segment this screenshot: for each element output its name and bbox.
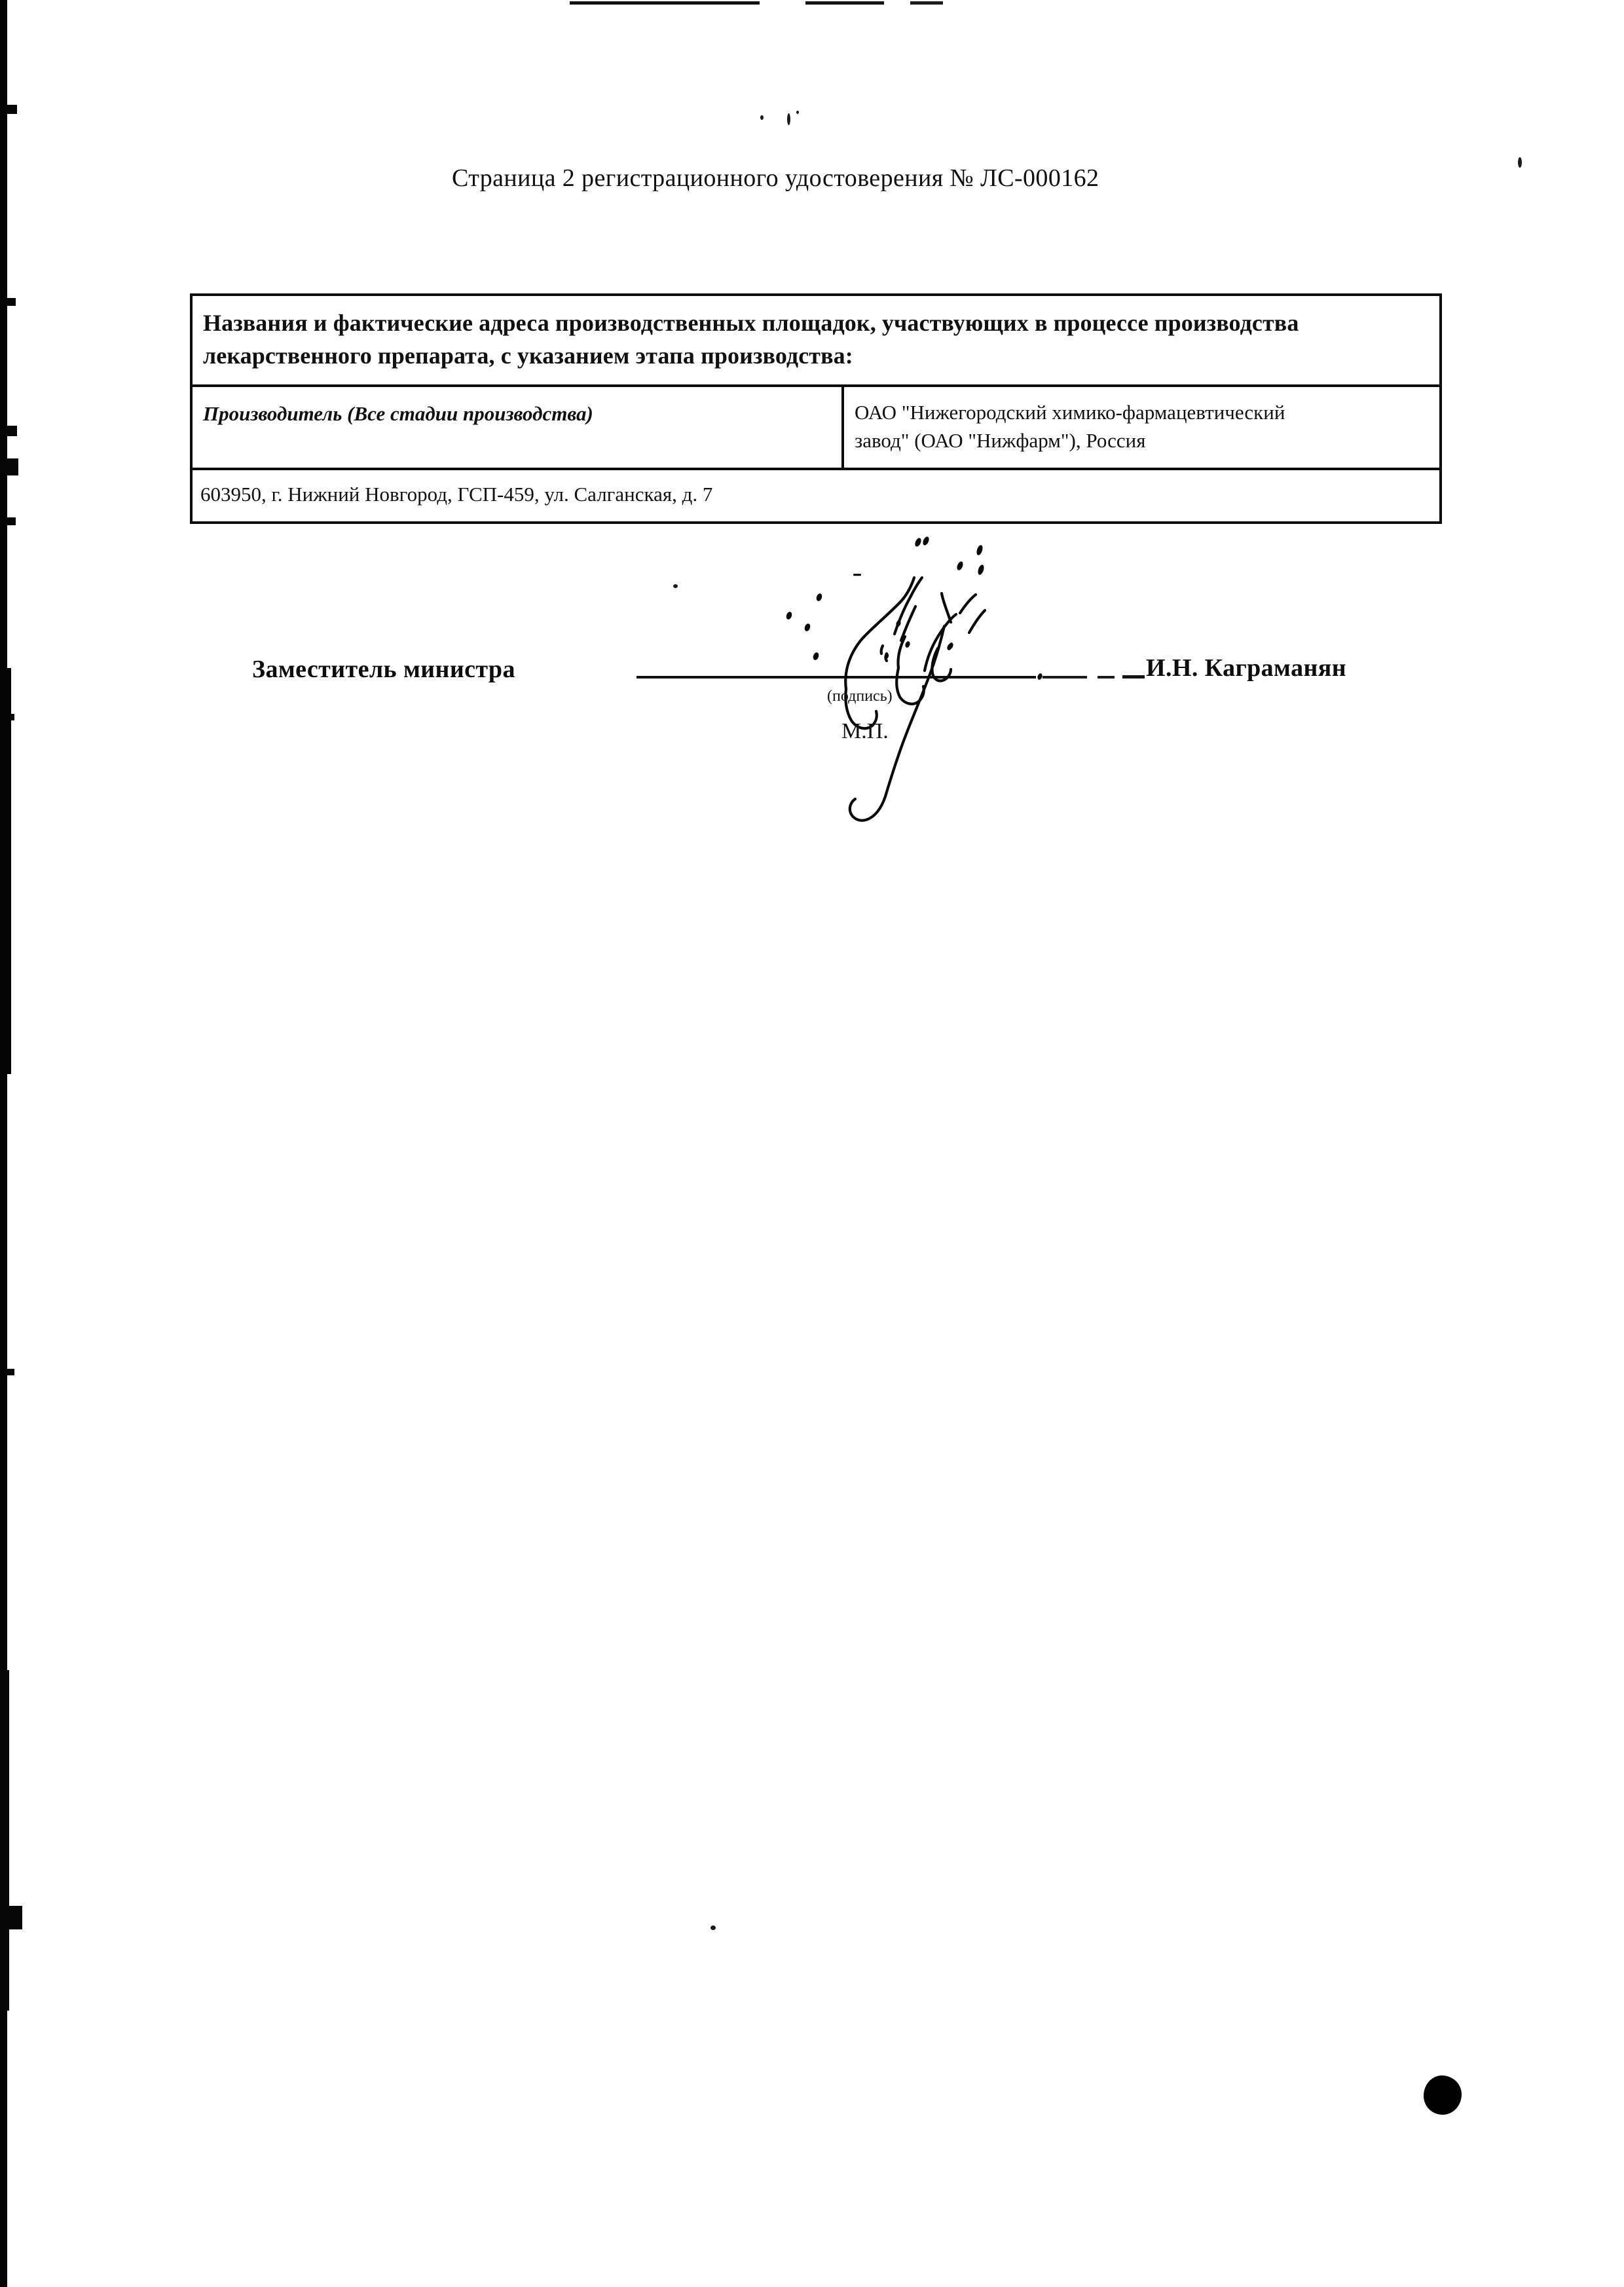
production-sites-table (190, 293, 1442, 524)
manufacturer-address-cell: 603950, г. Нижний Новгород, ГСП-459, ул. Салганская, д. 7 (200, 483, 713, 506)
scan-nick (0, 426, 17, 436)
scan-edge-artifact-top (570, 1, 760, 5)
scan-nick (0, 714, 14, 720)
scan-nick (0, 298, 16, 306)
manufacturer-name-cell (844, 387, 1439, 468)
scan-speck (673, 584, 678, 588)
manufacturer-role-cell: Производитель (Все стадии производства) (193, 387, 844, 468)
scan-speck (796, 111, 799, 114)
scan-edge-artifact-top-2 (805, 1, 884, 5)
signer-position-label: Заместитель министра (252, 656, 515, 683)
manufacturer-name-line-2: завод" (ОАО "Нижфарм"), Россия (855, 428, 1146, 452)
scan-nick (0, 1369, 14, 1375)
scan-nick (0, 1906, 22, 1929)
page-title: Страница 2 регистрационного удостоверения № ЛС-000162 (452, 164, 1099, 192)
table-address-row (193, 470, 1439, 521)
signature-line (637, 676, 1036, 679)
scan-edge-artifact-top-dots (910, 1, 943, 5)
signer-name: И.Н. Каграманян (1146, 654, 1347, 682)
scan-nick (0, 517, 16, 525)
stamp-place-label: М.П. (841, 719, 889, 743)
scan-speck (787, 113, 790, 125)
table-header-row (193, 296, 1439, 387)
signature-line-dash (1098, 676, 1115, 679)
table-row (193, 387, 1439, 471)
signature-line-dash (1043, 676, 1087, 679)
table-header-cell: Названия и фактические адреса производственных площадок, участвующих в процессе производства лекарственного препарата, с указанием этапа производства: (203, 310, 1299, 369)
scan-edge-artifact-left-mid (0, 668, 11, 1074)
scan-speck (760, 115, 764, 120)
signature-line-dash (1122, 675, 1145, 679)
signature-caption: (подпись) (827, 688, 893, 705)
scan-nick (0, 105, 17, 114)
manufacturer-name-line-1: ОАО "Нижегородский химико-фармацевтический (855, 400, 1285, 424)
ink-blob-artifact (1424, 2075, 1462, 2115)
scan-edge-artifact-left-lower (0, 1670, 9, 2011)
scan-speck (710, 1925, 716, 1930)
scan-speck (1518, 157, 1522, 168)
handwritten-signature (747, 517, 1061, 832)
scan-nick (0, 458, 18, 475)
